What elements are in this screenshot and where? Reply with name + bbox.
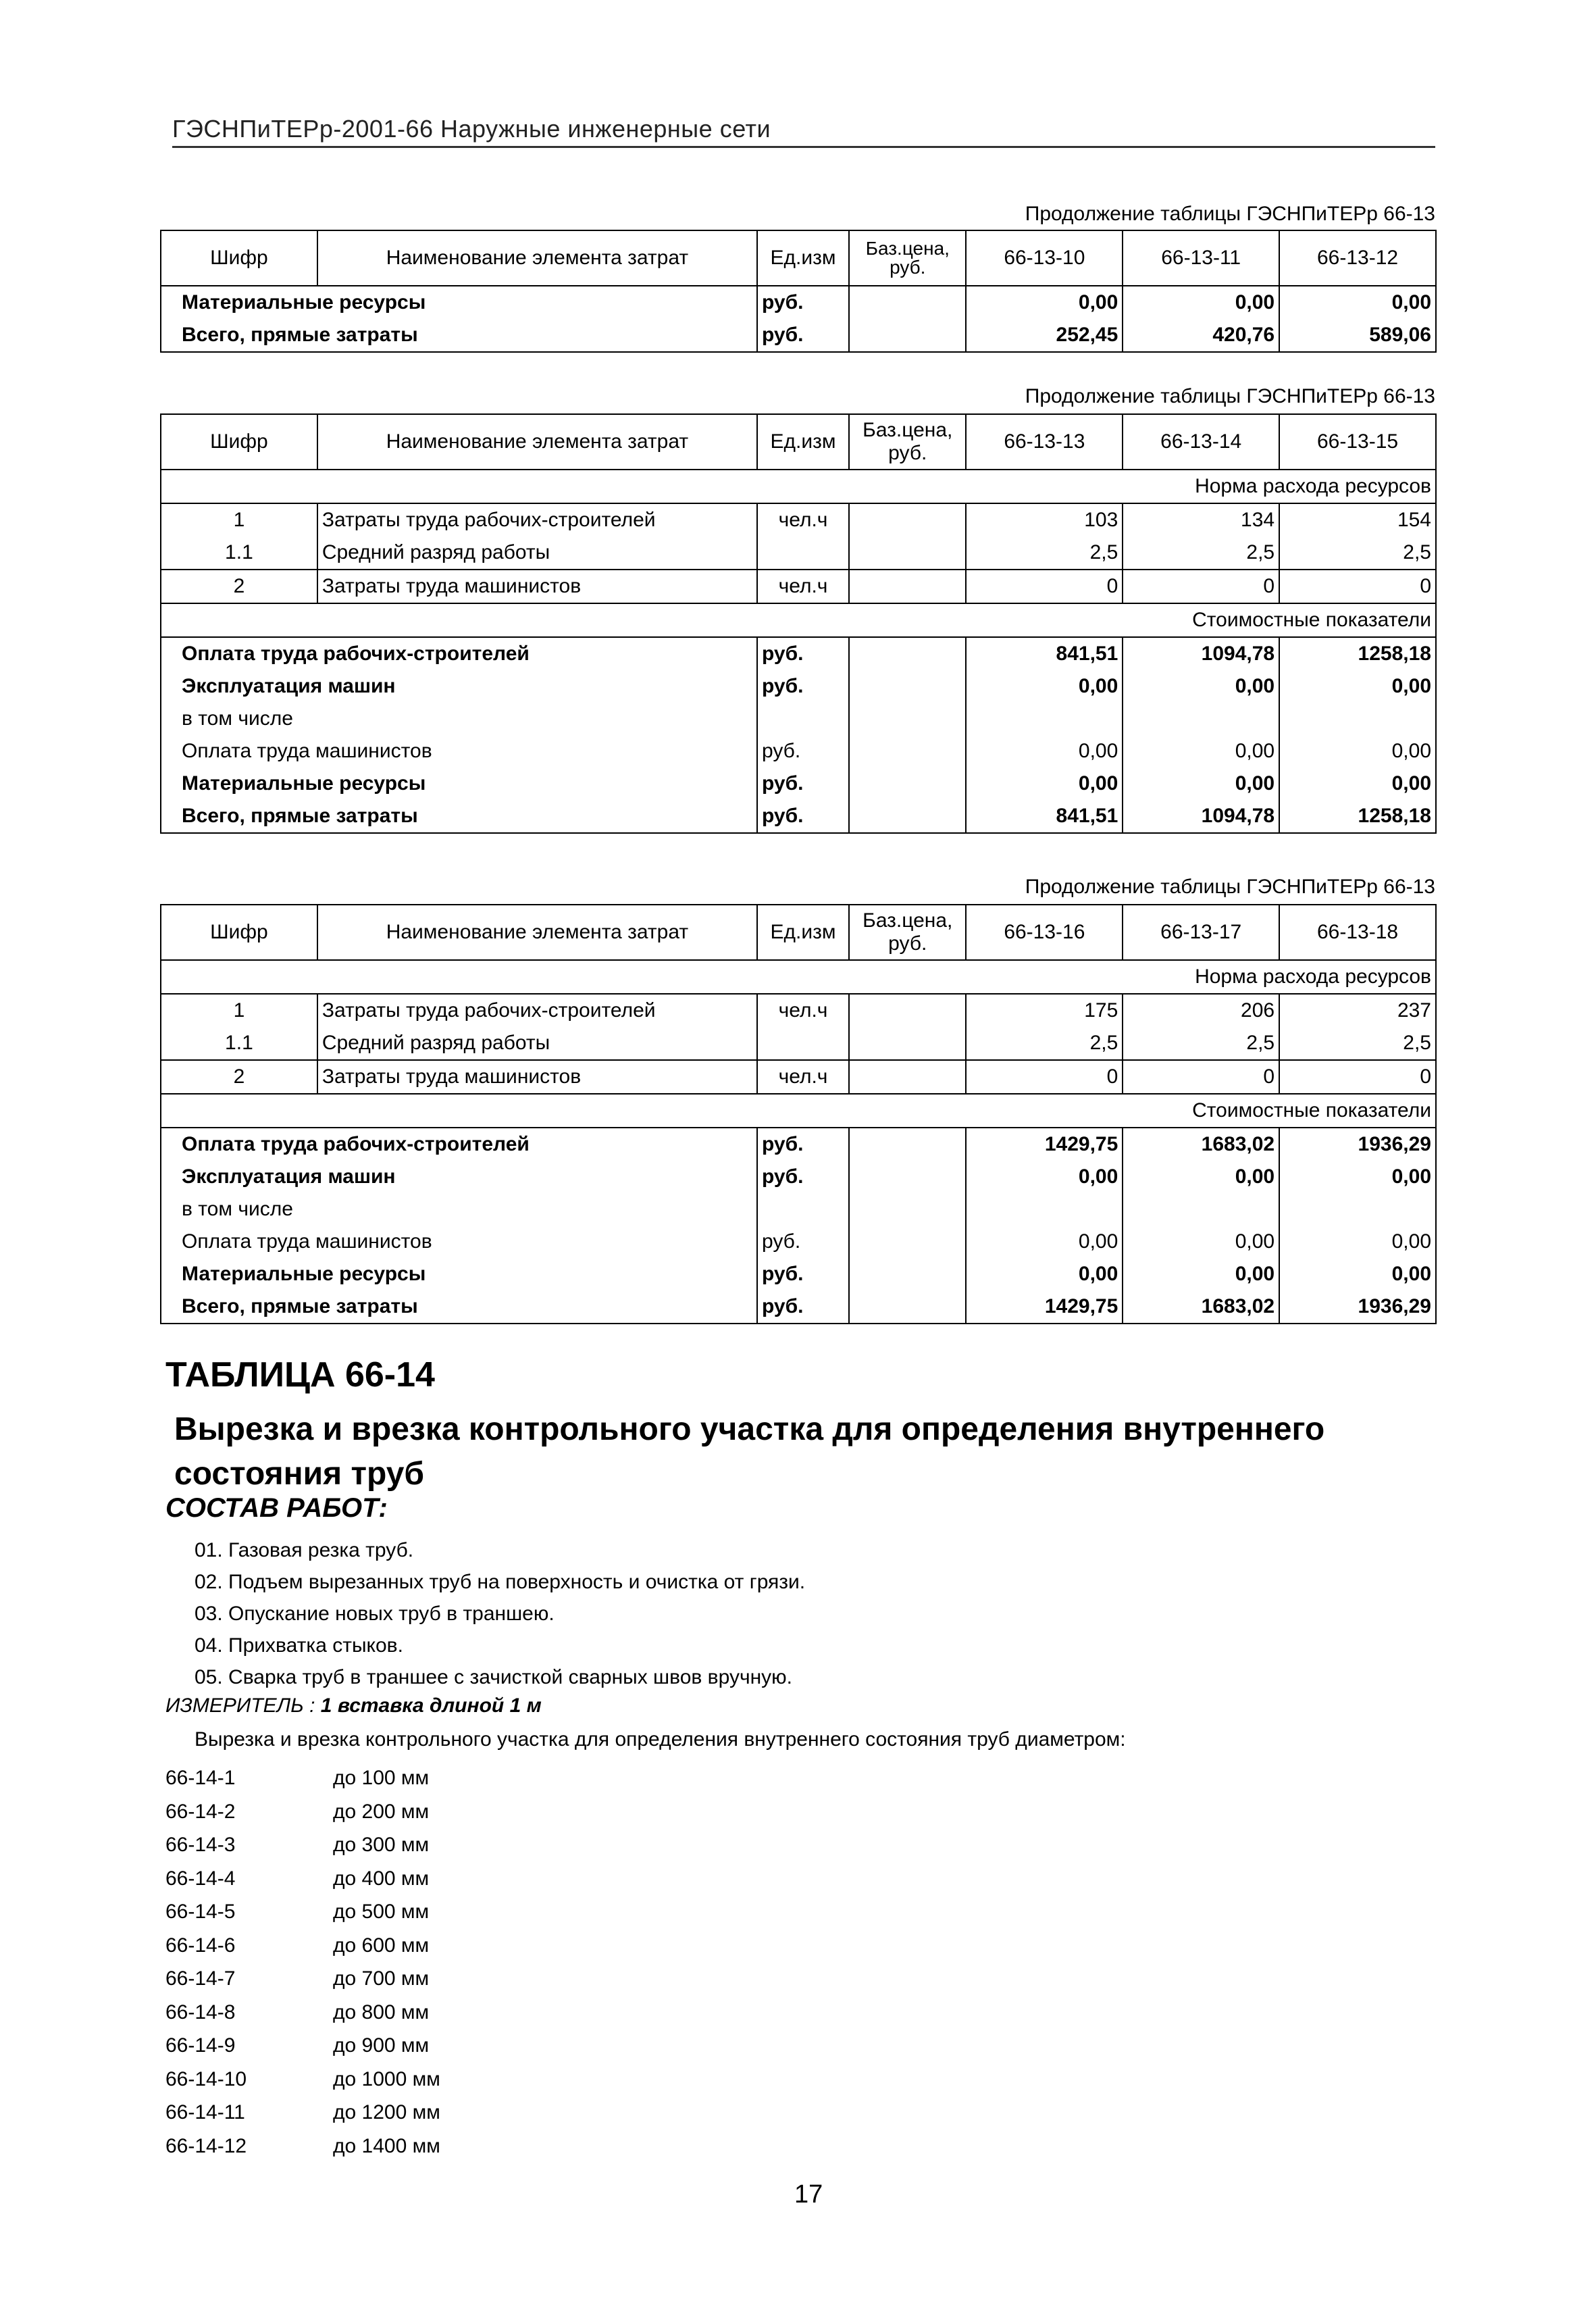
row-value: 1683,02 bbox=[1123, 1290, 1279, 1324]
row-value: 103 bbox=[966, 503, 1123, 536]
row-value: 0,00 bbox=[1279, 768, 1436, 800]
row-value bbox=[1279, 703, 1436, 735]
row-price bbox=[849, 994, 966, 1027]
list-item: 03. Опускание новых труб в траншею. bbox=[195, 1603, 555, 1625]
list-item bbox=[165, 2135, 440, 2169]
row-name: Эксплуатация машин bbox=[182, 675, 396, 697]
row-code: 1.1 bbox=[161, 536, 317, 570]
table-row bbox=[161, 503, 1436, 536]
row-value: 0,00 bbox=[1123, 1226, 1279, 1258]
list-item: 02. Подъем вырезанных труб на поверхность и очистка от грязи. bbox=[195, 1571, 806, 1593]
item-code: 66-14-3 bbox=[165, 1834, 236, 1856]
row-value: 1936,29 bbox=[1279, 1290, 1436, 1324]
row-unit bbox=[757, 703, 849, 735]
row-value: 2,5 bbox=[966, 1027, 1123, 1060]
section-costs: Стоимостные показатели bbox=[161, 603, 1436, 637]
row-value: 0,00 bbox=[966, 286, 1123, 319]
row-value: 237 bbox=[1279, 994, 1436, 1027]
row-price bbox=[849, 503, 966, 536]
row-value: 0 bbox=[966, 1060, 1123, 1094]
row-value: 2,5 bbox=[1279, 536, 1436, 570]
row-unit: руб. bbox=[757, 1226, 849, 1258]
row-value: 0,00 bbox=[1279, 1258, 1436, 1290]
table-row bbox=[161, 286, 1436, 319]
item-text: до 1200 мм bbox=[333, 2101, 440, 2123]
col-code-value: 66-13-15 bbox=[1279, 414, 1436, 470]
list-item bbox=[165, 2068, 440, 2102]
list-item bbox=[165, 1834, 440, 1867]
item-code: 66-14-7 bbox=[165, 1967, 236, 1990]
row-value bbox=[1123, 1193, 1279, 1226]
row-value: 1094,78 bbox=[1123, 637, 1279, 670]
list-item: 05. Сварка труб в траншее с зачисткой сварных швов вручную. bbox=[195, 1666, 792, 1688]
row-value: 0,00 bbox=[1123, 768, 1279, 800]
item-code: 66-14-10 bbox=[165, 2067, 247, 2090]
page-number: 17 bbox=[794, 2180, 823, 2209]
row-value bbox=[966, 703, 1123, 735]
col-code-value: 66-13-13 bbox=[966, 414, 1123, 470]
row-value: 1094,78 bbox=[1123, 800, 1279, 833]
row-value: 0 bbox=[1279, 570, 1436, 603]
measure-label: ИЗМЕРИТЕЛЬ : bbox=[165, 1694, 315, 1717]
row-value: 0,00 bbox=[966, 1258, 1123, 1290]
row-value: 0,00 bbox=[966, 1161, 1123, 1193]
col-name-header: Наименование элемента затрат bbox=[317, 905, 757, 960]
table-row bbox=[161, 1128, 1436, 1161]
list-item: 04. Прихватка стыков. bbox=[195, 1634, 403, 1657]
list-item bbox=[165, 1867, 440, 1901]
table-row bbox=[161, 570, 1436, 603]
row-name: Средний разряд работы bbox=[317, 1027, 757, 1060]
row-value: 1683,02 bbox=[1123, 1128, 1279, 1161]
col-unit-header: Ед.изм bbox=[757, 905, 849, 960]
row-name: Всего, прямые затраты bbox=[182, 1295, 418, 1317]
row-value: 420,76 bbox=[1123, 319, 1279, 352]
row-name: Оплата труда рабочих-строителей bbox=[182, 1133, 530, 1155]
row-name: Всего, прямые затраты bbox=[182, 805, 418, 827]
col-code-value: 66-13-12 bbox=[1279, 230, 1436, 286]
row-price bbox=[849, 1027, 966, 1060]
row-value: 0,00 bbox=[1123, 735, 1279, 768]
item-text: до 300 мм bbox=[333, 1834, 430, 1856]
col-code-value: 66-13-17 bbox=[1123, 905, 1279, 960]
row-price bbox=[849, 570, 966, 603]
row-price bbox=[849, 670, 966, 703]
table-subtitle: Вырезка и врезка контрольного участка для определения внутреннего состояния труб bbox=[174, 1411, 1325, 1492]
row-value: 0,00 bbox=[1123, 670, 1279, 703]
item-text: до 1000 мм bbox=[333, 2067, 440, 2090]
row-name: Средний разряд работы bbox=[317, 536, 757, 570]
section-norms: Норма расхода ресурсов bbox=[161, 470, 1436, 503]
row-price bbox=[849, 1290, 966, 1324]
row-price bbox=[849, 768, 966, 800]
table2-caption: Продолжение таблицы ГЭСНПиТЕРр 66-13 bbox=[1025, 385, 1435, 407]
row-name: Оплата труда машинистов bbox=[182, 740, 432, 762]
row-unit: руб. bbox=[757, 1258, 849, 1290]
row-value: 0,00 bbox=[966, 768, 1123, 800]
row-name: Затраты труда машинистов bbox=[317, 1060, 757, 1094]
row-price bbox=[849, 1258, 966, 1290]
item-code: 66-14-5 bbox=[165, 1901, 236, 1923]
row-value bbox=[966, 1193, 1123, 1226]
row-value: 0,00 bbox=[966, 670, 1123, 703]
item-text: до 800 мм bbox=[333, 2001, 430, 2023]
row-code: 2 bbox=[161, 1060, 317, 1094]
item-text: до 200 мм bbox=[333, 1800, 430, 1823]
col-code-header: Шифр bbox=[161, 230, 317, 286]
row-price bbox=[849, 735, 966, 768]
table-row bbox=[161, 670, 1436, 703]
table-row bbox=[161, 703, 1436, 735]
diameter-intro: Вырезка и врезка контрольного участка для определения внутреннего состояния труб диаметром: bbox=[195, 1728, 1126, 1751]
row-unit bbox=[757, 1027, 849, 1060]
list-item bbox=[165, 2001, 440, 2035]
item-code: 66-14-9 bbox=[165, 2034, 236, 2057]
table-row bbox=[161, 1226, 1436, 1258]
item-code: 66-14-1 bbox=[165, 1767, 236, 1789]
row-unit: руб. bbox=[757, 286, 849, 319]
row-unit: чел.ч bbox=[757, 994, 849, 1027]
row-price bbox=[849, 319, 966, 352]
row-unit: руб. bbox=[757, 319, 849, 352]
row-price bbox=[849, 1226, 966, 1258]
item-text: до 400 мм bbox=[333, 1867, 430, 1890]
row-name: Затраты труда рабочих-строителей bbox=[317, 994, 757, 1027]
code-list bbox=[165, 1767, 440, 2168]
table2 bbox=[160, 413, 1437, 834]
item-text: до 100 мм bbox=[333, 1767, 430, 1789]
row-value: 0 bbox=[1123, 1060, 1279, 1094]
row-value: 0 bbox=[966, 570, 1123, 603]
table-row bbox=[161, 637, 1436, 670]
table-row bbox=[161, 319, 1436, 352]
row-price bbox=[849, 637, 966, 670]
col-code-value: 66-13-18 bbox=[1279, 905, 1436, 960]
col-code-value: 66-13-11 bbox=[1123, 230, 1279, 286]
table-row bbox=[161, 1290, 1436, 1324]
row-price bbox=[849, 536, 966, 570]
row-value: 134 bbox=[1123, 503, 1279, 536]
measure-value: 1 вставка длиной 1 м bbox=[320, 1694, 542, 1717]
row-value: 1429,75 bbox=[966, 1290, 1123, 1324]
row-value: 0 bbox=[1123, 570, 1279, 603]
row-value: 0,00 bbox=[1279, 735, 1436, 768]
row-name: в том числе bbox=[182, 1198, 293, 1220]
col-code-header: Шифр bbox=[161, 905, 317, 960]
row-name: Оплата труда рабочих-строителей bbox=[182, 643, 530, 665]
row-unit: руб. bbox=[757, 768, 849, 800]
item-text: до 1400 мм bbox=[333, 2134, 440, 2157]
list-item bbox=[165, 1767, 440, 1801]
work-list bbox=[195, 1539, 805, 1698]
row-value: 841,51 bbox=[966, 800, 1123, 833]
table-row bbox=[161, 1193, 1436, 1226]
item-text: до 600 мм bbox=[333, 1934, 430, 1957]
row-unit: чел.ч bbox=[757, 1060, 849, 1094]
row-unit: руб. bbox=[757, 1290, 849, 1324]
row-unit: руб. bbox=[757, 1161, 849, 1193]
list-item: 01. Газовая резка труб. bbox=[195, 1539, 414, 1561]
row-unit bbox=[757, 1193, 849, 1226]
row-value: 0,00 bbox=[966, 735, 1123, 768]
table3-caption: Продолжение таблицы ГЭСНПиТЕРр 66-13 bbox=[1025, 876, 1435, 898]
row-value: 0,00 bbox=[1123, 1161, 1279, 1193]
table-row bbox=[161, 735, 1436, 768]
col-code-value: 66-13-16 bbox=[966, 905, 1123, 960]
row-price bbox=[849, 286, 966, 319]
row-unit: чел.ч bbox=[757, 503, 849, 536]
col-name-header: Наименование элемента затрат bbox=[317, 230, 757, 286]
list-item bbox=[165, 1801, 440, 1834]
table-row bbox=[161, 994, 1436, 1027]
col-code-value: 66-13-10 bbox=[966, 230, 1123, 286]
item-code: 66-14-2 bbox=[165, 1800, 236, 1823]
row-value: 154 bbox=[1279, 503, 1436, 536]
row-name: Затраты труда машинистов bbox=[317, 570, 757, 603]
work-composition-label: СОСТАВ РАБОТ: bbox=[165, 1493, 388, 1523]
row-value: 2,5 bbox=[1279, 1027, 1436, 1060]
row-name: Материальные ресурсы bbox=[182, 291, 426, 313]
row-unit: чел.ч bbox=[757, 570, 849, 603]
table-row bbox=[161, 1258, 1436, 1290]
col-code-header: Шифр bbox=[161, 414, 317, 470]
table-title: ТАБЛИЦА 66-14 bbox=[165, 1355, 435, 1394]
row-value bbox=[1279, 1193, 1436, 1226]
col-unit-header: Ед.изм bbox=[757, 230, 849, 286]
col-price-header: Баз.цена, руб. bbox=[849, 905, 966, 960]
row-code: 1 bbox=[161, 503, 317, 536]
row-value: 0,00 bbox=[966, 1226, 1123, 1258]
row-price bbox=[849, 1128, 966, 1161]
row-value: 0,00 bbox=[1123, 1258, 1279, 1290]
list-item bbox=[165, 1901, 440, 1934]
table-row bbox=[161, 1060, 1436, 1094]
row-value: 841,51 bbox=[966, 637, 1123, 670]
row-code: 2 bbox=[161, 570, 317, 603]
list-item bbox=[165, 2034, 440, 2068]
item-code: 66-14-12 bbox=[165, 2134, 247, 2157]
row-price bbox=[849, 1161, 966, 1193]
col-price-header: Баз.цена, руб. bbox=[849, 414, 966, 470]
row-name: Материальные ресурсы bbox=[182, 1263, 426, 1285]
row-value bbox=[1123, 703, 1279, 735]
item-code: 66-14-4 bbox=[165, 1867, 236, 1890]
row-value: 0,00 bbox=[1279, 1161, 1436, 1193]
row-value: 0,00 bbox=[1123, 286, 1279, 319]
item-text: до 700 мм bbox=[333, 1967, 430, 1990]
row-value: 0,00 bbox=[1279, 670, 1436, 703]
table-row bbox=[161, 800, 1436, 833]
row-value: 1429,75 bbox=[966, 1128, 1123, 1161]
col-unit-header: Ед.изм bbox=[757, 414, 849, 470]
row-code: 1.1 bbox=[161, 1027, 317, 1060]
row-value: 206 bbox=[1123, 994, 1279, 1027]
row-value: 175 bbox=[966, 994, 1123, 1027]
table-row bbox=[161, 1027, 1436, 1060]
row-value: 2,5 bbox=[1123, 536, 1279, 570]
row-value: 1258,18 bbox=[1279, 800, 1436, 833]
row-value: 0 bbox=[1279, 1060, 1436, 1094]
list-item bbox=[165, 1967, 440, 2001]
section-norms: Норма расхода ресурсов bbox=[161, 960, 1436, 994]
row-value: 252,45 bbox=[966, 319, 1123, 352]
col-price-header: Баз.цена, руб. bbox=[849, 230, 966, 286]
row-value: 2,5 bbox=[966, 536, 1123, 570]
item-code: 66-14-8 bbox=[165, 2001, 236, 2023]
row-price bbox=[849, 800, 966, 833]
item-code: 66-14-11 bbox=[165, 2101, 245, 2123]
row-unit: руб. bbox=[757, 800, 849, 833]
row-unit bbox=[757, 536, 849, 570]
table3 bbox=[160, 904, 1437, 1324]
row-value: 1936,29 bbox=[1279, 1128, 1436, 1161]
table1 bbox=[160, 230, 1437, 353]
row-unit: руб. bbox=[757, 637, 849, 670]
row-unit: руб. bbox=[757, 1128, 849, 1161]
list-item bbox=[165, 1934, 440, 1968]
running-header: ГЭСНПиТЕРр-2001-66 Наружные инженерные сети bbox=[172, 115, 1435, 148]
table-row bbox=[161, 536, 1436, 570]
row-value: 1258,18 bbox=[1279, 637, 1436, 670]
list-item bbox=[165, 2101, 440, 2135]
row-name: Затраты труда рабочих-строителей bbox=[317, 503, 757, 536]
col-name-header: Наименование элемента затрат bbox=[317, 414, 757, 470]
row-value: 0,00 bbox=[1279, 1226, 1436, 1258]
col-code-value: 66-13-14 bbox=[1123, 414, 1279, 470]
measure-line bbox=[165, 1694, 542, 1717]
item-text: до 900 мм bbox=[333, 2034, 430, 2057]
table-row bbox=[161, 1161, 1436, 1193]
section-costs: Стоимостные показатели bbox=[161, 1094, 1436, 1128]
row-name: Эксплуатация машин bbox=[182, 1165, 396, 1188]
row-price bbox=[849, 1193, 966, 1226]
row-name: Всего, прямые затраты bbox=[182, 324, 418, 346]
item-text: до 500 мм bbox=[333, 1901, 430, 1923]
row-unit: руб. bbox=[757, 670, 849, 703]
row-unit: руб. bbox=[757, 735, 849, 768]
row-name: в том числе bbox=[182, 707, 293, 730]
row-name: Материальные ресурсы bbox=[182, 772, 426, 795]
table1-caption: Продолжение таблицы ГЭСНПиТЕРр 66-13 bbox=[1025, 203, 1435, 225]
row-value: 2,5 bbox=[1123, 1027, 1279, 1060]
row-price bbox=[849, 703, 966, 735]
row-value: 589,06 bbox=[1279, 319, 1436, 352]
item-code: 66-14-6 bbox=[165, 1934, 236, 1957]
row-price bbox=[849, 1060, 966, 1094]
row-value: 0,00 bbox=[1279, 286, 1436, 319]
table-row bbox=[161, 768, 1436, 800]
row-name: Оплата труда машинистов bbox=[182, 1230, 432, 1253]
row-code: 1 bbox=[161, 994, 317, 1027]
